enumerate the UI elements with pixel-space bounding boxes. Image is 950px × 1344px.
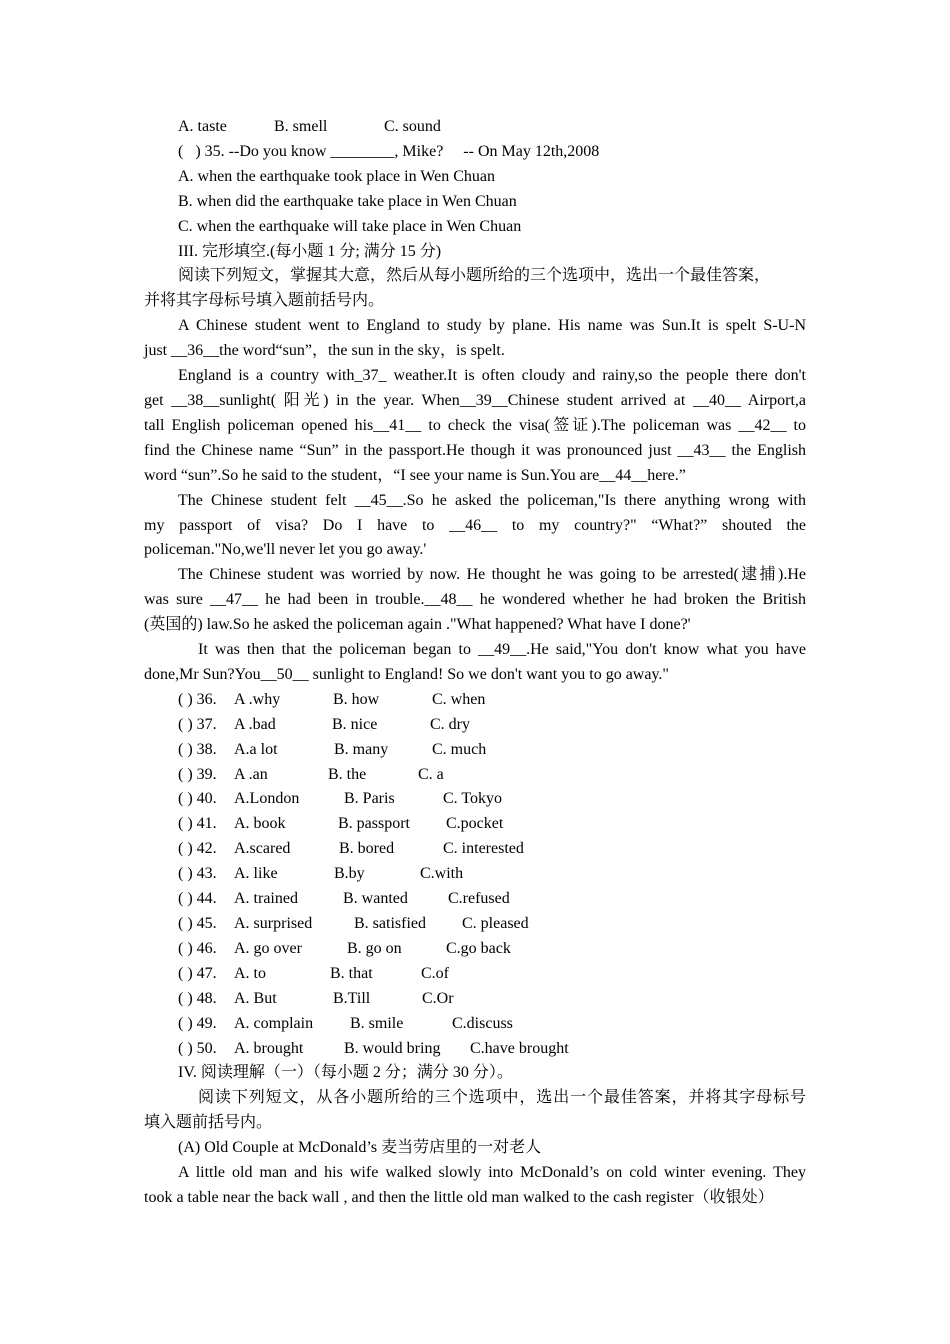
question-number: ( ) 47. <box>178 964 217 982</box>
question-number: ( ) 44. <box>178 890 217 908</box>
question-number: ( ) 36. <box>178 690 217 708</box>
option-a: A. book <box>234 815 286 833</box>
passage-p2-line3: tall English policeman opened his__41__ to check the visa(签证).The policeman was __42__ to <box>144 416 806 434</box>
option-a: A .bad <box>234 715 276 733</box>
option-b: B.Till <box>333 989 371 1007</box>
passage-p2-line2: get __38__sunlight( 阳光) in the year. When__39__Chinese student arrived at __40__ Airport,a <box>144 391 806 409</box>
section4-instruction-line1: 阅读下列短文，从各小题所给的三个选项中，选出一个最佳答案，并将其字母标号 <box>198 1089 806 1107</box>
passage-a-line2: took a table near the back wall , and then the little old man walked to the cash register（收银处） <box>144 1188 774 1206</box>
option-b: B. Paris <box>344 790 395 808</box>
option-a: A. But <box>234 989 277 1007</box>
question-number: ( ) 39. <box>178 765 217 783</box>
option-c: C. a <box>418 765 444 783</box>
section4-title: IV. 阅读理解（一）（每小题 2 分；满分 30 分）。 <box>178 1064 513 1082</box>
option-c: C.with <box>420 865 464 883</box>
question-number: ( ) 46. <box>178 939 217 957</box>
option-a: A. go over <box>234 939 302 957</box>
question-number: ( ) 41. <box>178 815 217 833</box>
passage-a-line1: A little old man and his wife walked slowly into McDonald’s on cold winter evening. They <box>178 1164 806 1182</box>
option-c: C.Or <box>422 989 454 1007</box>
option-c: C. much <box>432 740 487 758</box>
option-c: C. pleased <box>462 915 529 932</box>
question-number: ( ) 37. <box>178 715 217 733</box>
option-b: B. wanted <box>343 890 408 908</box>
question-row-49 <box>144 1012 806 1037</box>
question-number: ( ) 43. <box>178 865 217 883</box>
option-c: C. Tokyo <box>443 790 503 808</box>
section4-instruction-line2: 填入题前括号内。 <box>144 1114 273 1132</box>
question-row-36 <box>144 688 806 713</box>
q35-stem: ( ) 35. --Do you know ________, Mike? -- On May 12th,2008 <box>178 142 600 160</box>
option-a: A .why <box>234 690 281 708</box>
option-b: B. satisfied <box>354 915 426 932</box>
passage-p3-line1: The Chinese student felt __45__.So he asked the policeman,"Is there anything wrong with <box>178 491 806 509</box>
passage-p4-line1: The Chinese student was worried by now. He thought he was going to be arrested(逮捕).He <box>178 566 806 584</box>
question-number: ( ) 49. <box>178 1014 217 1032</box>
option-c: C. dry <box>430 715 470 733</box>
question-row-40 <box>144 787 806 812</box>
question-row-42 <box>144 837 806 862</box>
option-b: B. nice <box>332 715 378 733</box>
question-row-41 <box>144 812 806 837</box>
passage-p5-line1: It was then that the policeman began to __49__.He said,"You don't know what you have <box>198 641 806 659</box>
option-c: C. interested <box>443 840 524 858</box>
section3-title: III. 完形填空.(每小题 1 分; 满分 15 分) <box>178 242 442 260</box>
option-c: C.of <box>421 964 449 982</box>
question-number: ( ) 38. <box>178 740 217 758</box>
passage-p1-line2: just __36__the word“sun”，the sun in the sky，is spelt. <box>144 342 505 360</box>
q34-options <box>144 115 806 140</box>
question-number: ( ) 50. <box>178 1039 217 1057</box>
option-c: C.go back <box>446 939 511 957</box>
passage-p4-line2: was sure __47__ he had been in trouble.__48__ he wondered whether he had broken the British <box>144 591 806 609</box>
question-number: ( ) 45. <box>178 915 217 932</box>
question-row-39 <box>144 763 806 788</box>
document-page <box>144 115 806 1211</box>
q35-option-a: A. when the earthquake took place in Wen Chuan <box>178 167 495 185</box>
option-a: A. trained <box>234 890 298 908</box>
passage-p3-line2: my passport of visa? Do I have to __46__ to my country?" “What?” shouted the <box>144 516 806 534</box>
option-b: B. that <box>330 964 373 982</box>
passage-p2-line4: find the Chinese name “Sun” in the passport.He though it was pronounced just __43__ the English <box>144 441 806 459</box>
passage-p2-line5: word “sun”.So he said to the student，“I see your name is Sun.You are__44__here.” <box>144 466 686 484</box>
section3-instruction-line1: 阅读下列短文，掌握其大意，然后从每小题所给的三个选项中，选出一个最佳答案， <box>178 267 771 285</box>
passage-p2-line1: England is a country with_37_ weather.It is often cloudy and rainy,so the people there don't <box>178 367 806 385</box>
option-b: B. how <box>333 690 380 708</box>
option-a: A.scared <box>234 840 291 858</box>
option-a: A. complain <box>234 1014 314 1032</box>
option-b: B.by <box>334 865 365 883</box>
question-row-47 <box>144 962 806 987</box>
passage-p1-line1: A Chinese student went to England to study by plane. His name was Sun.It is spelt S-U-N <box>178 317 806 335</box>
option-c: C.refused <box>448 890 510 908</box>
option-c: C.have brought <box>470 1039 569 1057</box>
q34-option-a: A. taste <box>178 118 227 135</box>
question-list <box>144 688 806 1062</box>
question-row-48 <box>144 987 806 1012</box>
passage-p4-line3: (英国的) law.So he asked the policeman again ."What happened? What have I done?' <box>144 616 691 634</box>
option-b: B. the <box>328 765 367 783</box>
q34-option-b: B. smell <box>274 118 328 135</box>
option-a: A.London <box>234 790 300 808</box>
question-row-37 <box>144 713 806 738</box>
option-c: C.pocket <box>446 815 504 833</box>
passage-a-title: (A) Old Couple at McDonald’s 麦当劳店里的一对老人 <box>178 1139 542 1157</box>
question-number: ( ) 48. <box>178 989 217 1007</box>
question-row-45 <box>144 912 806 937</box>
q35-option-b: B. when did the earthquake take place in Wen Chuan <box>178 192 517 210</box>
section3-instruction-line2: 并将其字母标号填入题前括号内。 <box>144 292 385 310</box>
option-c: C.discuss <box>452 1014 513 1032</box>
option-a: A.a lot <box>234 740 278 758</box>
option-a: A. like <box>234 865 278 883</box>
question-row-44 <box>144 887 806 912</box>
q34-option-c: C. sound <box>384 118 441 135</box>
option-a: A. to <box>234 964 266 982</box>
question-row-43 <box>144 862 806 887</box>
option-a: A. brought <box>234 1039 304 1057</box>
option-b: B. bored <box>339 840 395 858</box>
option-b: B. would bring <box>344 1039 441 1057</box>
passage-p5-line2: done,Mr Sun?You__50__ sunlight to England! So we don't want you to go away." <box>144 665 669 683</box>
option-a: A. surprised <box>234 915 313 932</box>
passage-p3-line3: policeman."No,we'll never let you go away.' <box>144 541 427 559</box>
option-c: C. when <box>432 690 486 708</box>
option-b: B. smile <box>350 1014 404 1032</box>
question-row-38 <box>144 738 806 763</box>
q35-option-c: C. when the earthquake will take place in Wen Chuan <box>178 217 522 235</box>
question-number: ( ) 40. <box>178 790 217 808</box>
option-a: A .an <box>234 765 268 783</box>
option-b: B. many <box>334 740 389 758</box>
question-number: ( ) 42. <box>178 840 217 858</box>
question-row-50 <box>144 1037 806 1062</box>
option-b: B. passport <box>338 815 410 833</box>
question-row-46 <box>144 937 806 962</box>
option-b: B. go on <box>347 939 402 957</box>
